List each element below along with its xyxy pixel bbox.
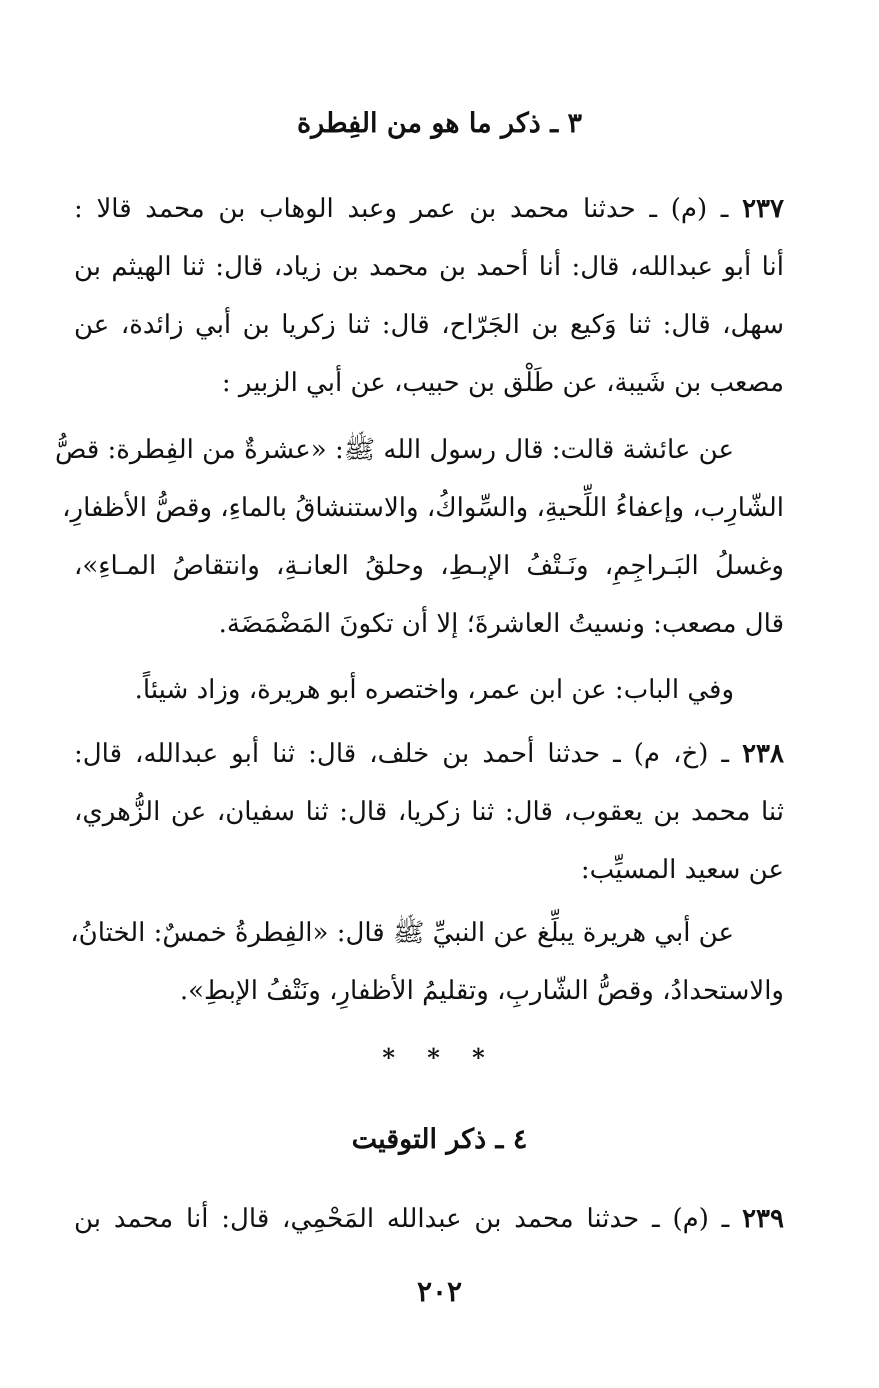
hadith-238-isnad — [74, 725, 784, 899]
hadith-237-bab — [74, 661, 784, 719]
hadith-238-line-2: ثنا محمد بن يعقوب، قال: ثنا زكريا، قال: ثنا سفيان، عن الزُّهري، — [74, 797, 784, 827]
hadith-238-line-1: ٢٣٨ ـ (خ، م) ـ حدثنا أحمد بن خلف، قال: ثنا أبو عبدالله، قال: — [74, 739, 784, 769]
hadith-237-matn-line-4: قال مصعب: ونسيتُ العاشرةَ؛ إلا أن تكونَ المَضْمَضَة. — [218, 609, 784, 639]
hadith-237-matn-line-2: الشّارِب، وإعفاءُ اللِّحيةِ، والسِّواكُ، والاستنشاقُ بالماءِ، وقصُّ الأظفارِ، — [62, 493, 784, 523]
hadith-237-matn-line-1: عن عائشة قالت: قال رسول الله ﷺ: «عشرةٌ من الفِطرة: قصُّ — [54, 435, 734, 465]
hadith-237-matn-line-3: وغسلُ البَـراجِمِ، ونَـتْفُ الإبـطِ، وحلقُ العانـةِ، وانتقاصُ المـاءِ»، — [74, 551, 784, 581]
page-number: ٢٠٢ — [416, 1275, 463, 1308]
hadith-238-matn-line-1: عن أبي هريرة يبلِّغ عن النبيِّ ﷺ قال: «الفِطرةُ خمسٌ: الختانُ، — [70, 918, 734, 948]
hadith-number: ٢٣٩ — [742, 1204, 784, 1234]
bab-note: وفي الباب: عن ابن عمر، واختصره أبو هريرة، وزاد شيئاً. — [134, 675, 734, 705]
hadith-238-matn — [70, 904, 784, 1020]
hadith-239-line-1: ٢٣٩ ـ (م) ـ حدثنا محمد بن عبدالله المَحْمِي، قال: أنا محمد بن — [74, 1204, 784, 1234]
hadith-239-isnad — [74, 1190, 784, 1248]
hadith-237-line-2: أنا أبو عبدالله، قال: أنا أحمد بن محمد بن زياد، قال: ثنا الهيثم بن — [74, 252, 784, 282]
hadith-238-line-3: عن سعيد المسيِّب: — [580, 855, 784, 885]
hadith-237-line-4: مصعب بن شَيبة، عن طَلْق بن حبيب، عن أبي الزبير : — [221, 368, 784, 398]
hadith-number: ٢٣٨ — [742, 739, 784, 769]
hadith-237-matn — [54, 421, 784, 653]
hadith-237-line-3: سهل، قال: ثنا وَكيع بن الجَرّاح، قال: ثنا زكريا بن أبي زائدة، عن — [74, 310, 784, 340]
hadith-237-isnad — [74, 180, 784, 412]
hadith-237-line-1: ٢٣٧ ـ (م) ـ حدثنا محمد بن عمر وعبد الوهاب بن محمد قالا : — [74, 194, 784, 224]
section-3-heading: ٣ ـ ذكر ما هو من الفِطرة — [296, 108, 583, 139]
section-separator: * * * — [382, 1043, 497, 1072]
hadith-238-matn-line-2: والاستحدادُ، وقصُّ الشّاربِ، وتقليمُ الأظفارِ، ونَتْفُ الإبطِ». — [179, 976, 784, 1006]
section-4-heading: ٤ ـ ذكر التوقيت — [351, 1124, 528, 1155]
hadith-number: ٢٣٧ — [742, 194, 784, 224]
